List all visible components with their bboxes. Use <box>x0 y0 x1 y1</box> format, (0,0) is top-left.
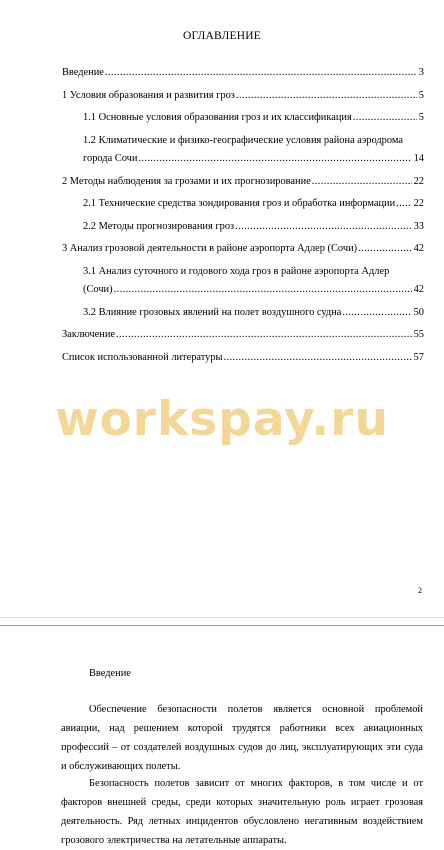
toc-leader <box>114 281 412 300</box>
toc-leader <box>396 195 411 214</box>
toc-leader <box>224 349 412 368</box>
page-number: 2 <box>418 586 422 595</box>
toc-entry-page: 22 <box>413 175 424 187</box>
toc-entry-label-line-2: (Сочи) <box>83 284 113 295</box>
toc-entry-section-3-2[interactable] <box>62 304 424 323</box>
toc-entry-chapter-1[interactable] <box>62 87 424 106</box>
toc-leader <box>236 87 417 106</box>
toc-entry-page: 5 <box>418 89 424 101</box>
toc-leader <box>235 218 411 237</box>
toc-entry-label: 2.2 Методы прогнозирования гроз <box>83 220 235 232</box>
page-separator <box>0 617 444 626</box>
toc-title: ОГЛАВЛЕНИЕ <box>183 30 261 42</box>
toc-entry-page: 14 <box>413 153 424 164</box>
toc-entry-chapter-3[interactable] <box>62 240 424 259</box>
toc-entry-page: 50 <box>413 306 424 318</box>
toc-entry-section-1-2[interactable] <box>62 132 424 169</box>
toc-entry-page: 55 <box>413 329 424 340</box>
toc-entry-section-3-1[interactable] <box>62 263 424 300</box>
toc-entry-label: Заключение <box>62 329 115 340</box>
toc-leader <box>358 240 412 259</box>
toc-entry-label-line-1: 3.1 Анализ суточного и годового хода гроз в районе аэропорта Адлер <box>83 265 390 277</box>
toc-entry-label: 2.1 Технические средства зондирования гроз и обработка информации <box>83 198 396 209</box>
toc-entry-chapter-2[interactable] <box>62 173 424 192</box>
toc-entry-page: 22 <box>413 198 424 209</box>
toc-entry-label: 3.2 Влияние грозовых явлений на полет воздушного судна <box>83 306 342 318</box>
toc-leader <box>342 304 411 323</box>
toc-entry-page: 3 <box>418 67 424 78</box>
toc-leader <box>138 150 411 169</box>
toc-leader <box>353 109 417 128</box>
toc-entry-page: 5 <box>418 112 424 123</box>
toc-entry-references[interactable] <box>62 349 424 368</box>
toc-leader <box>116 326 412 345</box>
toc-entry-page: 57 <box>413 351 424 363</box>
toc-entry-label-line-2: города Сочи <box>83 153 138 164</box>
toc-entry-page: 33 <box>413 220 424 232</box>
toc-entry-section-2-1[interactable] <box>62 195 424 214</box>
toc-entry-label: 3 Анализ грозовой деятельности в районе аэропорта Адлер (Сочи) <box>62 243 358 254</box>
toc-entry-conclusion[interactable] <box>62 326 424 345</box>
toc-entry-page: 42 <box>413 284 424 295</box>
body-paragraph: Обеспечение безопасности полетов является основной проблемой авиации, над решением которой трудятся работники всех авиационных профессий – от создателей воздушных судов до лиц, эксплуатирующих эти суда и обслуживающих полеты. <box>61 704 423 772</box>
toc-entry-label: 1.1 Основные условия образования гроз и их классификация <box>83 112 352 123</box>
toc-entry-section-2-2[interactable] <box>62 218 424 237</box>
toc-entry-page: 42 <box>413 243 424 254</box>
table-of-contents <box>62 64 424 371</box>
section-heading: Введение <box>89 668 131 679</box>
toc-entry-label: 2 Методы наблюдения за грозами и их прогнозирование <box>62 175 311 187</box>
watermark: workspay.ru <box>55 392 389 447</box>
toc-entry-label-line-1: 1.2 Климатические и физико-географические условия района аэродрома <box>83 134 403 146</box>
toc-entry-label: Введение <box>62 67 104 78</box>
toc-entry-section-1-1[interactable] <box>62 109 424 128</box>
toc-entry-label: 1 Условия образования и развития гроз <box>62 89 235 101</box>
toc-entry-label: Список использованной литературы <box>62 351 223 363</box>
toc-entry-introduction[interactable] <box>62 64 424 83</box>
toc-leader <box>105 64 417 83</box>
toc-leader <box>312 173 412 192</box>
body-paragraph: Безопасность полетов зависит от многих факторов, в том числе и от факторов внешней среды, среди которых значительную роль играет грозовая деятельность. Ряд летных инцидентов обусловлено негативным воздействием грозового электричества на летательные аппараты. <box>61 778 423 846</box>
